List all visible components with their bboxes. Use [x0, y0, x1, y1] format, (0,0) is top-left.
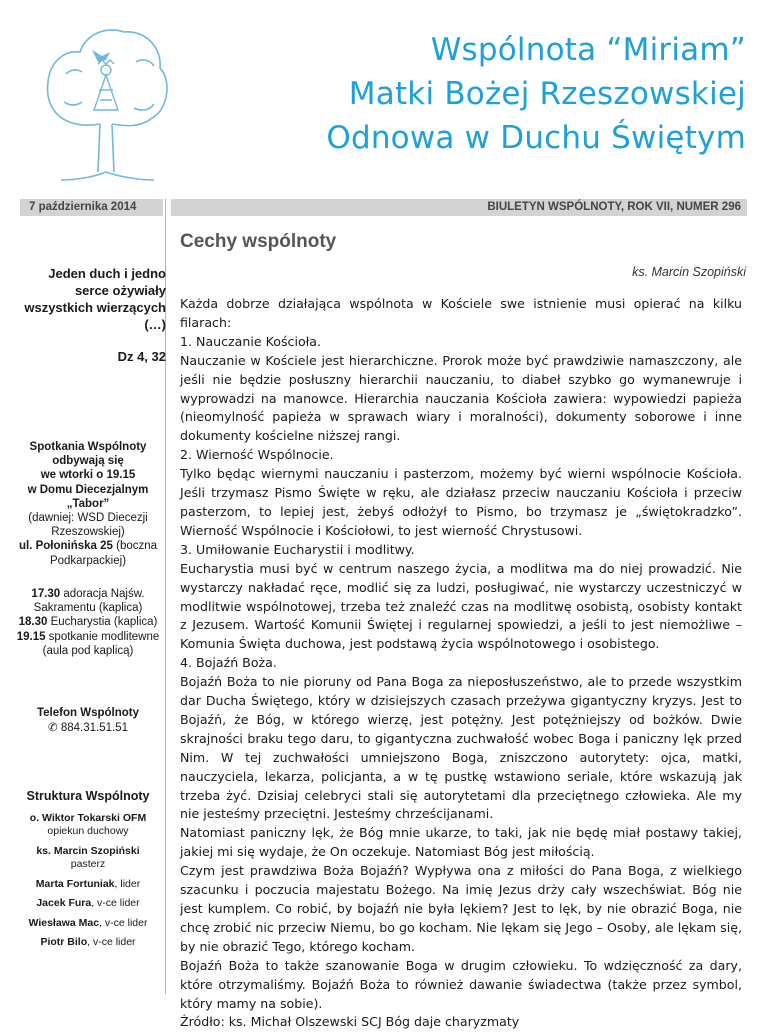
issue-info: BIULETYN WSPÓLNOTY, ROK VII, NUMER 296 — [171, 199, 747, 216]
meetings-line-2: odbywają się — [52, 455, 124, 468]
phone-label: Telefon Wspólnoty — [36, 707, 139, 719]
article-paragraph: Eucharystia musi być w centrum naszego życia, a modlitwa ma do niej prowadzić. Nie wystarczy nakładać ręce, modlić się za ludzi, posługiwać, nie wystarczy uczestniczyć w modlitwie wspólnotowej, trzeba też znaleźć czas na modlitwę osobistą, osobisty kontakt z Jezusem. Wartość Komunii Świętej i regularnej spowiedzi, a jeśli to jest niemożliwe – Komunia Święta duchowa, jest podstawą życia wspólnotowego i osobistego. — [180, 560, 742, 652]
article-paragraph: Nauczanie w Kościele jest hierarchiczne. Prorok może być prawdziwie namaszczony, ale jeśli nie będzie posłuszny hierarchii nauczaniu, to diabeł szybko go wymanewruje i wyprowadzi na manowce. Hierarchia nauczania Kościoła zawiera: wypowiedzi papieża (nieomylność papieża w sprawach wiary i moralności), dokumenty soborowe i inne dokumenty kościelne niższej rangi. — [180, 352, 742, 444]
structure-person: o. Wiktor Tokarski OFM opiekun duchowy — [29, 811, 147, 837]
masthead-line-3: Odnowa w Duchu Świętym — [326, 120, 746, 156]
meetings-info — [14, 440, 162, 568]
meetings-line-3: we wtorki o 19.15 — [40, 469, 136, 482]
schedule — [14, 587, 162, 658]
structure-title: Struktura Wspólnoty — [26, 789, 150, 803]
article-paragraph: Bojaźń Boża to nie pioruny od Pana Boga za nieposłuszeństwo, ale to przede wszystkim dar Ducha Świętego, który w dzisiejszych czasach przeżywa gigantyczny kryzys. Jest to Bojaźń, że Bóg, w którego wierzę, jest potężny. Jest potężniejszy od bożków. Dwie skrajności braku tego daru, to gigantyczna zuchwałość wobec Boga i paniczny lęk przed Nim. W tej zuchwałości umniejszono Boga, zniszczono autorytety: ojca, matki, nauczyciela, lekarza, policjanta, a w tę pustkę wstawiono seriale, które wskazują jak trzeba żyć. Dzisiaj celebryci stali się autorytetami dla przeciętnego człowieka. Ale my nie jesteśmy przeciętni. Jesteśmy chrześcijanami. — [180, 674, 742, 822]
structure-person: Jacek Fura, v-ce lider — [36, 897, 140, 909]
sidebar-quote-ref: Dz 4, 32 — [117, 349, 166, 364]
article-author: ks. Marcin Szopiński — [632, 265, 746, 279]
phone-line — [14, 721, 162, 736]
article-paragraph: Bojaźń Boża to także szanowanie Boga w drugim człowieku. To wdzięczność za dary, które otrzymaliśmy. Bojaźń Boża to również dawanie świadectwa (także przez symbol, który mamy na sobie). — [180, 957, 742, 1011]
meetings-address-note: (boczna Podkarpackiej) — [49, 540, 158, 567]
structure-person: Piotr Bilo, v-ce lider — [40, 936, 136, 948]
schedule-item: 18.30 Eucharystia (kaplica) — [18, 616, 158, 629]
issue-date: 7 października 2014 — [20, 199, 163, 216]
article-paragraph: 3. Umiłowanie Eucharystii i modlitwy. — [180, 541, 415, 557]
phone-info — [14, 706, 162, 736]
structure — [14, 790, 162, 956]
meetings-line-5: „Tabor” — [66, 497, 110, 510]
article-source: Źródło: ks. Michał Olszewski SCJ Bóg daje charyzmaty — [180, 1014, 520, 1030]
article-paragraph: 2. Wierność Wspólnocie. — [180, 447, 334, 463]
meetings-line-1: Spotkania Wspólnoty — [29, 441, 147, 453]
article-paragraph: Każda dobrze działająca wspólnota w Kościele swe istnienie musi opierać na kilku filarach: — [180, 296, 742, 330]
structure-person: Marta Fortuniak, lider — [35, 877, 141, 890]
meetings-address: ul. Połonińska 25 — [18, 540, 113, 553]
structure-person: ks. Marcin Szopiński pasterz — [36, 844, 140, 870]
community-logo-icon — [36, 12, 178, 184]
article-body — [180, 295, 742, 1032]
sidebar-quote: Jeden duch i jedno serce ożywiały wszystkich wierzących (…) — [24, 266, 166, 332]
schedule-item: 19.15 spotkanie modlitewne (aula pod kaplicą) — [16, 630, 160, 657]
masthead — [186, 28, 746, 160]
article-paragraph: 4. Bojaźń Boża. — [180, 655, 277, 671]
schedule-item: 17.30 adoracja Najśw. Sakramentu (kaplica) — [31, 588, 145, 615]
structure-person: Wiesława Mac, v-ce lider — [28, 916, 148, 929]
article-title: Cechy wspólnoty — [180, 231, 337, 252]
phone-icon: ✆ — [48, 722, 58, 734]
article-paragraph: Czym jest prawdziwa Boża Bojaźń? Wypływa ona z miłości do Pana Boga, z wielkiego szacunku i poczucia majestatu Bożego. Na imię Jezus drży cały wszechświat. Bóg nie jest kumplem. Co robić, by bojaźń nie była lękiem? Jest to lęk, by nie obrazić Boga, nie chcę zrobić nic przeciw Niemu, bo go kocham. Nie lękam się Jego – Osoby, ale lękam się, by nie obrazić Tego, którego kocham. — [180, 863, 742, 954]
meetings-line-4: w Domu Diecezjalnym — [27, 483, 149, 496]
masthead-line-1: Wspólnota “Miriam” — [430, 32, 746, 68]
article-paragraph: 1. Nauczanie Kościoła. — [180, 333, 321, 349]
meetings-line-7 — [14, 539, 162, 567]
meetings-line-6: (dawniej: WSD Diecezji Rzeszowskiej) — [28, 512, 148, 539]
masthead-line-2: Matki Bożej Rzeszowskiej — [348, 76, 746, 112]
article-paragraph: Natomiast paniczny lęk, że Bóg mnie ukarze, to taki, jak nie będę miał postawy takiej, jakiej mi się wydaje, że On oczekuje. Natomiast Bóg jest miłością. — [180, 825, 742, 860]
phone-number: 884.31.51.51 — [60, 722, 128, 734]
article-paragraph: Tylko będąc wiernymi nauczaniu i pasterzom, możemy być wierni wspólnocie Kościoła. Jeśli trzymasz Pismo Święte w ręku, ale działasz przeciw nauczaniu Kościoła i przeciw pasterzom, to lepiej jest, żebyś odłożył to Pismo, bo trzymasz je „świętokradzko”. Wierność Wspólnocie i Kościołowi, to jest wierność Chrystusowi. — [180, 466, 742, 538]
